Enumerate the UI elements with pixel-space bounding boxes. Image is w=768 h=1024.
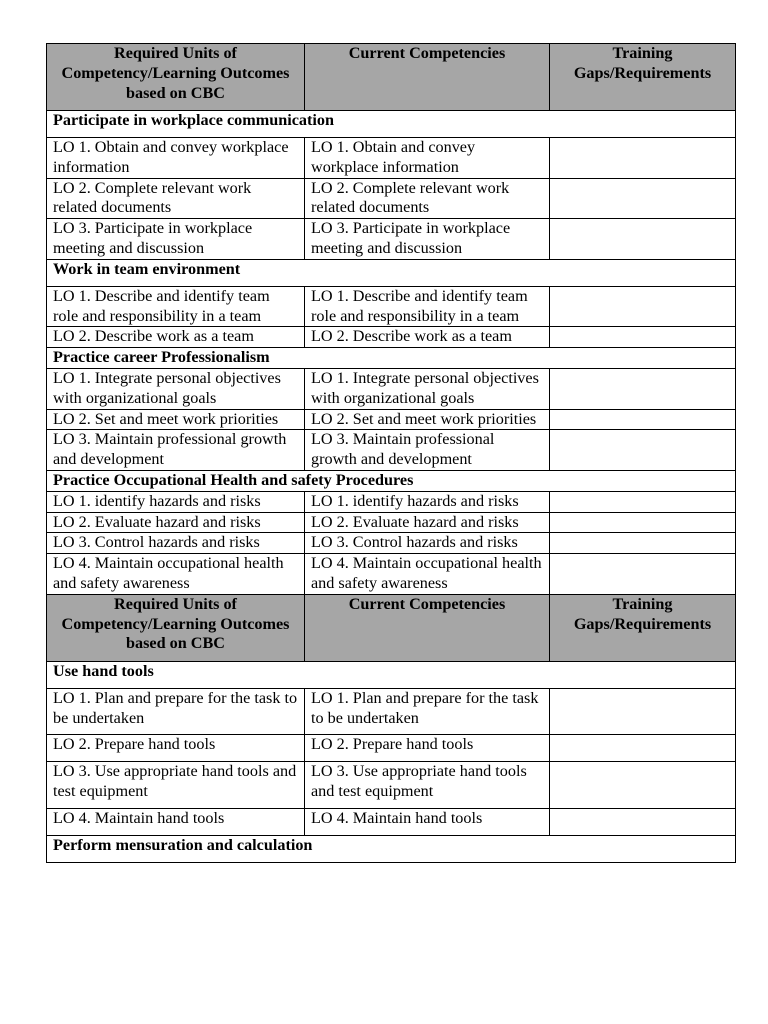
required-cell: LO 3. Participate in workplace meeting and discussion bbox=[47, 219, 305, 260]
required-cell: LO 2. Prepare hand tools bbox=[47, 734, 305, 761]
section-row bbox=[47, 111, 736, 138]
required-cell: LO 4. Maintain hand tools bbox=[47, 808, 305, 835]
current-cell: LO 3. Use appropriate hand tools and test equipment bbox=[305, 761, 550, 808]
current-cell: LO 2. Prepare hand tools bbox=[305, 734, 550, 761]
gap-cell[interactable] bbox=[550, 368, 736, 409]
required-cell: LO 1. Plan and prepare for the task to be undertaken bbox=[47, 688, 305, 734]
document-page bbox=[46, 43, 735, 863]
current-cell: LO 2. Evaluate hazard and risks bbox=[305, 512, 550, 533]
table-header-row bbox=[47, 44, 736, 111]
table-row bbox=[47, 409, 736, 430]
current-cell: LO 1. Integrate personal objectives with organizational goals bbox=[305, 368, 550, 409]
required-cell: LO 2. Evaluate hazard and risks bbox=[47, 512, 305, 533]
table-row bbox=[47, 368, 736, 409]
table-row bbox=[47, 512, 736, 533]
table-row bbox=[47, 734, 736, 761]
header-current-competencies: Current Competencies bbox=[305, 594, 550, 661]
required-cell: LO 2. Set and meet work priorities bbox=[47, 409, 305, 430]
current-cell: LO 1. Plan and prepare for the task to be undertaken bbox=[305, 688, 550, 734]
current-cell: LO 4. Maintain occupational health and safety awareness bbox=[305, 554, 550, 595]
header-training-gaps: Training Gaps/Requirements bbox=[550, 44, 736, 111]
required-cell: LO 3. Use appropriate hand tools and test equipment bbox=[47, 761, 305, 808]
gap-cell[interactable] bbox=[550, 761, 736, 808]
table-header-row-repeat bbox=[47, 594, 736, 661]
section-row bbox=[47, 835, 736, 862]
section-title: Practice career Professionalism bbox=[47, 348, 736, 369]
required-cell: LO 3. Control hazards and risks bbox=[47, 533, 305, 554]
gap-cell[interactable] bbox=[550, 138, 736, 179]
gap-cell[interactable] bbox=[550, 533, 736, 554]
required-cell: LO 1. Integrate personal objectives with organizational goals bbox=[47, 368, 305, 409]
header-training-gaps: Training Gaps/Requirements bbox=[550, 594, 736, 661]
current-cell: LO 1. identify hazards and risks bbox=[305, 491, 550, 512]
section-title: Practice Occupational Health and safety Procedures bbox=[47, 470, 736, 491]
gap-cell[interactable] bbox=[550, 327, 736, 348]
table-row bbox=[47, 808, 736, 835]
competency-table bbox=[46, 43, 736, 863]
header-current-competencies: Current Competencies bbox=[305, 44, 550, 111]
gap-cell[interactable] bbox=[550, 734, 736, 761]
required-cell: LO 2. Complete relevant work related documents bbox=[47, 178, 305, 219]
current-cell: LO 2. Describe work as a team bbox=[305, 327, 550, 348]
section-row bbox=[47, 259, 736, 286]
gap-cell[interactable] bbox=[550, 430, 736, 471]
gap-cell[interactable] bbox=[550, 286, 736, 327]
table-row bbox=[47, 554, 736, 595]
gap-cell[interactable] bbox=[550, 554, 736, 595]
section-row bbox=[47, 348, 736, 369]
gap-cell[interactable] bbox=[550, 512, 736, 533]
gap-cell[interactable] bbox=[550, 409, 736, 430]
current-cell: LO 3. Maintain professional growth and development bbox=[305, 430, 550, 471]
section-title: Work in team environment bbox=[47, 259, 736, 286]
current-cell: LO 2. Complete relevant work related documents bbox=[305, 178, 550, 219]
current-cell: LO 2. Set and meet work priorities bbox=[305, 409, 550, 430]
section-title: Participate in workplace communication bbox=[47, 111, 736, 138]
required-cell: LO 1. Obtain and convey workplace information bbox=[47, 138, 305, 179]
current-cell: LO 3. Participate in workplace meeting and discussion bbox=[305, 219, 550, 260]
table-row bbox=[47, 327, 736, 348]
gap-cell[interactable] bbox=[550, 688, 736, 734]
required-cell: LO 1. identify hazards and risks bbox=[47, 491, 305, 512]
table-row bbox=[47, 430, 736, 471]
required-cell: LO 2. Describe work as a team bbox=[47, 327, 305, 348]
section-title: Use hand tools bbox=[47, 661, 736, 688]
section-title: Perform mensuration and calculation bbox=[47, 835, 736, 862]
table-row bbox=[47, 286, 736, 327]
section-row bbox=[47, 470, 736, 491]
gap-cell[interactable] bbox=[550, 808, 736, 835]
table-row bbox=[47, 533, 736, 554]
gap-cell[interactable] bbox=[550, 178, 736, 219]
current-cell: LO 1. Obtain and convey workplace information bbox=[305, 138, 550, 179]
table-row bbox=[47, 138, 736, 179]
current-cell: LO 3. Control hazards and risks bbox=[305, 533, 550, 554]
required-cell: LO 4. Maintain occupational health and safety awareness bbox=[47, 554, 305, 595]
table-row bbox=[47, 178, 736, 219]
gap-cell[interactable] bbox=[550, 491, 736, 512]
table-row bbox=[47, 491, 736, 512]
table-row bbox=[47, 219, 736, 260]
required-cell: LO 1. Describe and identify team role and responsibility in a team bbox=[47, 286, 305, 327]
table-row bbox=[47, 761, 736, 808]
section-row bbox=[47, 661, 736, 688]
required-cell: LO 3. Maintain professional growth and development bbox=[47, 430, 305, 471]
gap-cell[interactable] bbox=[550, 219, 736, 260]
header-required-units: Required Units of Competency/Learning Outcomes based on CBC bbox=[47, 44, 305, 111]
current-cell: LO 1. Describe and identify team role and responsibility in a team bbox=[305, 286, 550, 327]
header-required-units: Required Units of Competency/Learning Outcomes based on CBC bbox=[47, 594, 305, 661]
table-row bbox=[47, 688, 736, 734]
current-cell: LO 4. Maintain hand tools bbox=[305, 808, 550, 835]
